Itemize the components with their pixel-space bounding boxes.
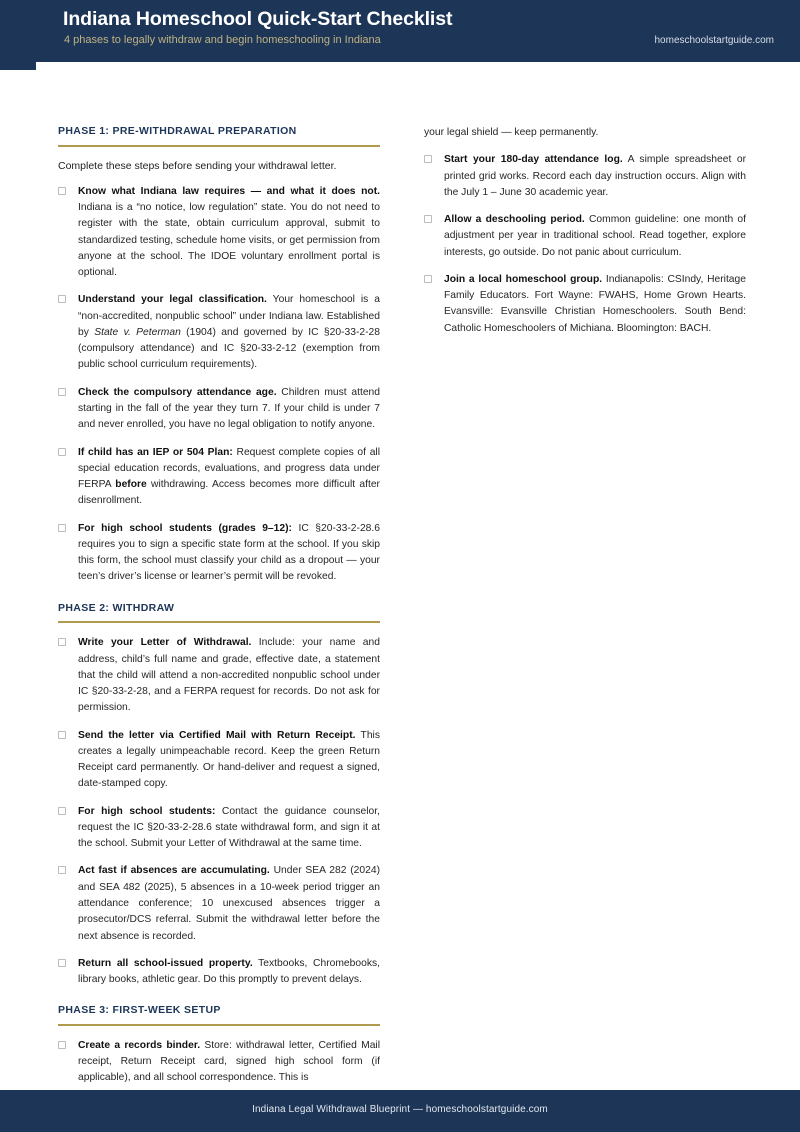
item-body: Store: withdrawal letter, Certified Mail receipt, Return Receipt card, signed high school form (if applicable), and all school correspondence. This is bbox=[78, 1039, 380, 1084]
item-body-post: (1904) and governed by IC §20-33-2-28 (compulsory attendance) and IC §20-33-2-12 (exemption from public school curriculum requirements). bbox=[78, 326, 380, 371]
item-lead: Allow a deschooling period. bbox=[444, 214, 585, 226]
item-body-pre: Request complete copies of all special education records, evaluations, and progress data under FERPA bbox=[78, 446, 380, 491]
item-body-post: withdrawing. Access becomes more difficult after disenrollment. bbox=[78, 479, 380, 507]
checkbox-icon[interactable] bbox=[58, 638, 66, 646]
footer-text: Indiana Legal Withdrawal Blueprint — homeschoolstartguide.com bbox=[252, 1104, 548, 1115]
checkbox-icon[interactable] bbox=[424, 275, 432, 283]
checkbox-icon[interactable] bbox=[58, 959, 66, 967]
checklist-item[interactable] bbox=[58, 445, 380, 510]
item-lead: Write your Letter of Withdrawal. bbox=[78, 637, 252, 649]
item-lead: Check the compulsory attendance age. bbox=[78, 386, 277, 398]
header-inner bbox=[0, 0, 800, 62]
checklist-item[interactable] bbox=[58, 635, 380, 716]
checklist-item[interactable] bbox=[58, 184, 380, 282]
phase-2-heading: PHASE 2: WITHDRAW bbox=[58, 601, 175, 614]
checklist-item[interactable] bbox=[58, 292, 380, 373]
item-body: Include: your name and address, child’s full name and grade, effective date, a statement that the child will attend a non-accredited nonpublic school under IC §20-33-2-28, and a FERPA request for records. Do not ask for permission. bbox=[78, 637, 380, 714]
item-body: Children must attend starting in the fall of the year they turn 7. If your child is under 7 and never enrolled, you have no legal obligation to notify anyone. bbox=[78, 386, 381, 431]
checkbox-icon[interactable] bbox=[58, 187, 66, 195]
checkbox-icon[interactable] bbox=[58, 295, 66, 303]
checkbox-icon[interactable] bbox=[58, 524, 66, 532]
item-lead: Create a records binder. bbox=[78, 1039, 201, 1051]
phase-3-rule bbox=[58, 1024, 380, 1026]
checklist-item[interactable] bbox=[424, 272, 746, 337]
item-body: IC §20-33-2-28.6 requires you to sign a specific state form at the school. If you skip this form, the school must classify your child as a dropout — your teen’s driver’s license or learner’s permit will be revoked. bbox=[78, 522, 380, 583]
item-lead: Know what Indiana law requires — and what it does not. bbox=[78, 185, 380, 197]
phase-1-rule bbox=[58, 145, 380, 147]
page-footer bbox=[0, 1090, 800, 1132]
item-body: Under SEA 282 (2024) and SEA 482 (2025), 5 absences in a 10-week period trigger an attendance conference; 10 unexcused absences trigger a prosecutor/DCS referral. Submit the withdrawal letter before the next absence is recorded. bbox=[78, 865, 380, 942]
item-body-pre: Your homeschool is a “non-accredited, nonpublic school” under Indiana law. Established by bbox=[78, 294, 380, 338]
checkbox-icon[interactable] bbox=[58, 807, 66, 815]
phase-2-rule bbox=[58, 621, 380, 623]
item-body: This creates a legally unimpeachable record. Keep the green Return Receipt card permanently. Or hand-deliver and request a signed, date-stamped copy. bbox=[78, 729, 380, 790]
item-lead: Understand your legal classification. bbox=[78, 294, 267, 306]
checklist-item[interactable] bbox=[58, 804, 380, 853]
item-lead: Return all school-issued property. bbox=[78, 957, 253, 969]
phase-1-block bbox=[58, 125, 380, 586]
checklist-item[interactable] bbox=[58, 728, 380, 793]
item-lead: For high school students (grades 9–12): bbox=[78, 522, 292, 534]
item-body: Indianapolis: CSIndy, Heritage Family Educators. Fort Wayne: FWAHS, Home Grown Hearts. Evansville: Evansville Christian Homeschoolers. South Bend: Catholic Homeschoolers of Michiana. Bloomington: BACH. bbox=[444, 273, 746, 334]
checkbox-icon[interactable] bbox=[58, 1041, 66, 1049]
phase-2-block bbox=[58, 602, 380, 989]
phase-3-block bbox=[58, 1004, 380, 1086]
item-lead: Send the letter via Certified Mail with Return Receipt. bbox=[78, 729, 356, 741]
item-body: A simple spreadsheet or printed grid works. Record each day instruction occurs. Align with the July 1 – June 30 academic year. bbox=[444, 154, 746, 198]
checklist-item[interactable] bbox=[58, 863, 380, 944]
header-site-url: homeschoolstartguide.com bbox=[654, 35, 774, 46]
page-header bbox=[0, 0, 800, 62]
document-sheet bbox=[0, 62, 800, 1090]
item-emphasis: before bbox=[115, 479, 147, 491]
item-lead: If child has an IEP or 504 Plan: bbox=[78, 446, 233, 458]
checklist-item[interactable] bbox=[58, 956, 380, 989]
page-subtitle: 4 phases to legally withdraw and begin homeschooling in Indiana bbox=[64, 34, 381, 46]
phase-1-intro: Complete these steps before sending your withdrawal letter. bbox=[58, 159, 337, 172]
checkbox-icon[interactable] bbox=[58, 448, 66, 456]
checkbox-icon[interactable] bbox=[424, 215, 432, 223]
case-citation: State v. Peterman bbox=[94, 326, 181, 338]
item-lead: Start your 180-day attendance log. bbox=[444, 154, 623, 166]
page-title: Indiana Homeschool Quick-Start Checklist bbox=[63, 8, 453, 30]
right-column bbox=[424, 125, 746, 337]
checklist-item[interactable] bbox=[424, 152, 746, 201]
item-lead: Join a local homeschool group. bbox=[444, 273, 603, 285]
phase-3-heading: PHASE 3: FIRST-WEEK SETUP bbox=[58, 1004, 221, 1017]
checklist-item[interactable] bbox=[424, 212, 746, 261]
item-lead: For high school students: bbox=[78, 805, 216, 817]
left-column bbox=[58, 125, 380, 1100]
checkbox-icon[interactable] bbox=[58, 388, 66, 396]
checklist-item[interactable] bbox=[58, 385, 380, 434]
checklist-item[interactable] bbox=[58, 1038, 380, 1087]
checkbox-icon[interactable] bbox=[58, 731, 66, 739]
item-body: Common guideline: one month of adjustment per year in traditional school. Read together, explore interests, go outside. Do not panic about curriculum. bbox=[444, 214, 746, 258]
item-body: Contact the guidance counselor, request the IC §20-33-2-28.6 state withdrawal form, and sign it at the school. Submit your Letter of Withdrawal at the same time. bbox=[78, 805, 380, 850]
checklist-item[interactable] bbox=[58, 521, 380, 586]
checkbox-icon[interactable] bbox=[424, 155, 432, 163]
item-body: Textbooks, Chromebooks, library books, athletic gear. Do this promptly to prevent delays. bbox=[78, 957, 380, 986]
item-body: Indiana is a “no notice, low regulation” state. You do not need to register with the state, obtain curriculum approval, submit to standardized testing, schedule home visits, or get permission from anyone at the school. The IDOE voluntary enrollment portal is optional. bbox=[78, 202, 380, 279]
phase-1-heading: PHASE 1: PRE-WITHDRAWAL PREPARATION bbox=[58, 125, 297, 137]
continuation-text: your legal shield — keep permanently. bbox=[424, 127, 599, 138]
item-lead: Act fast if absences are accumulating. bbox=[78, 865, 270, 877]
checkbox-icon[interactable] bbox=[58, 866, 66, 874]
